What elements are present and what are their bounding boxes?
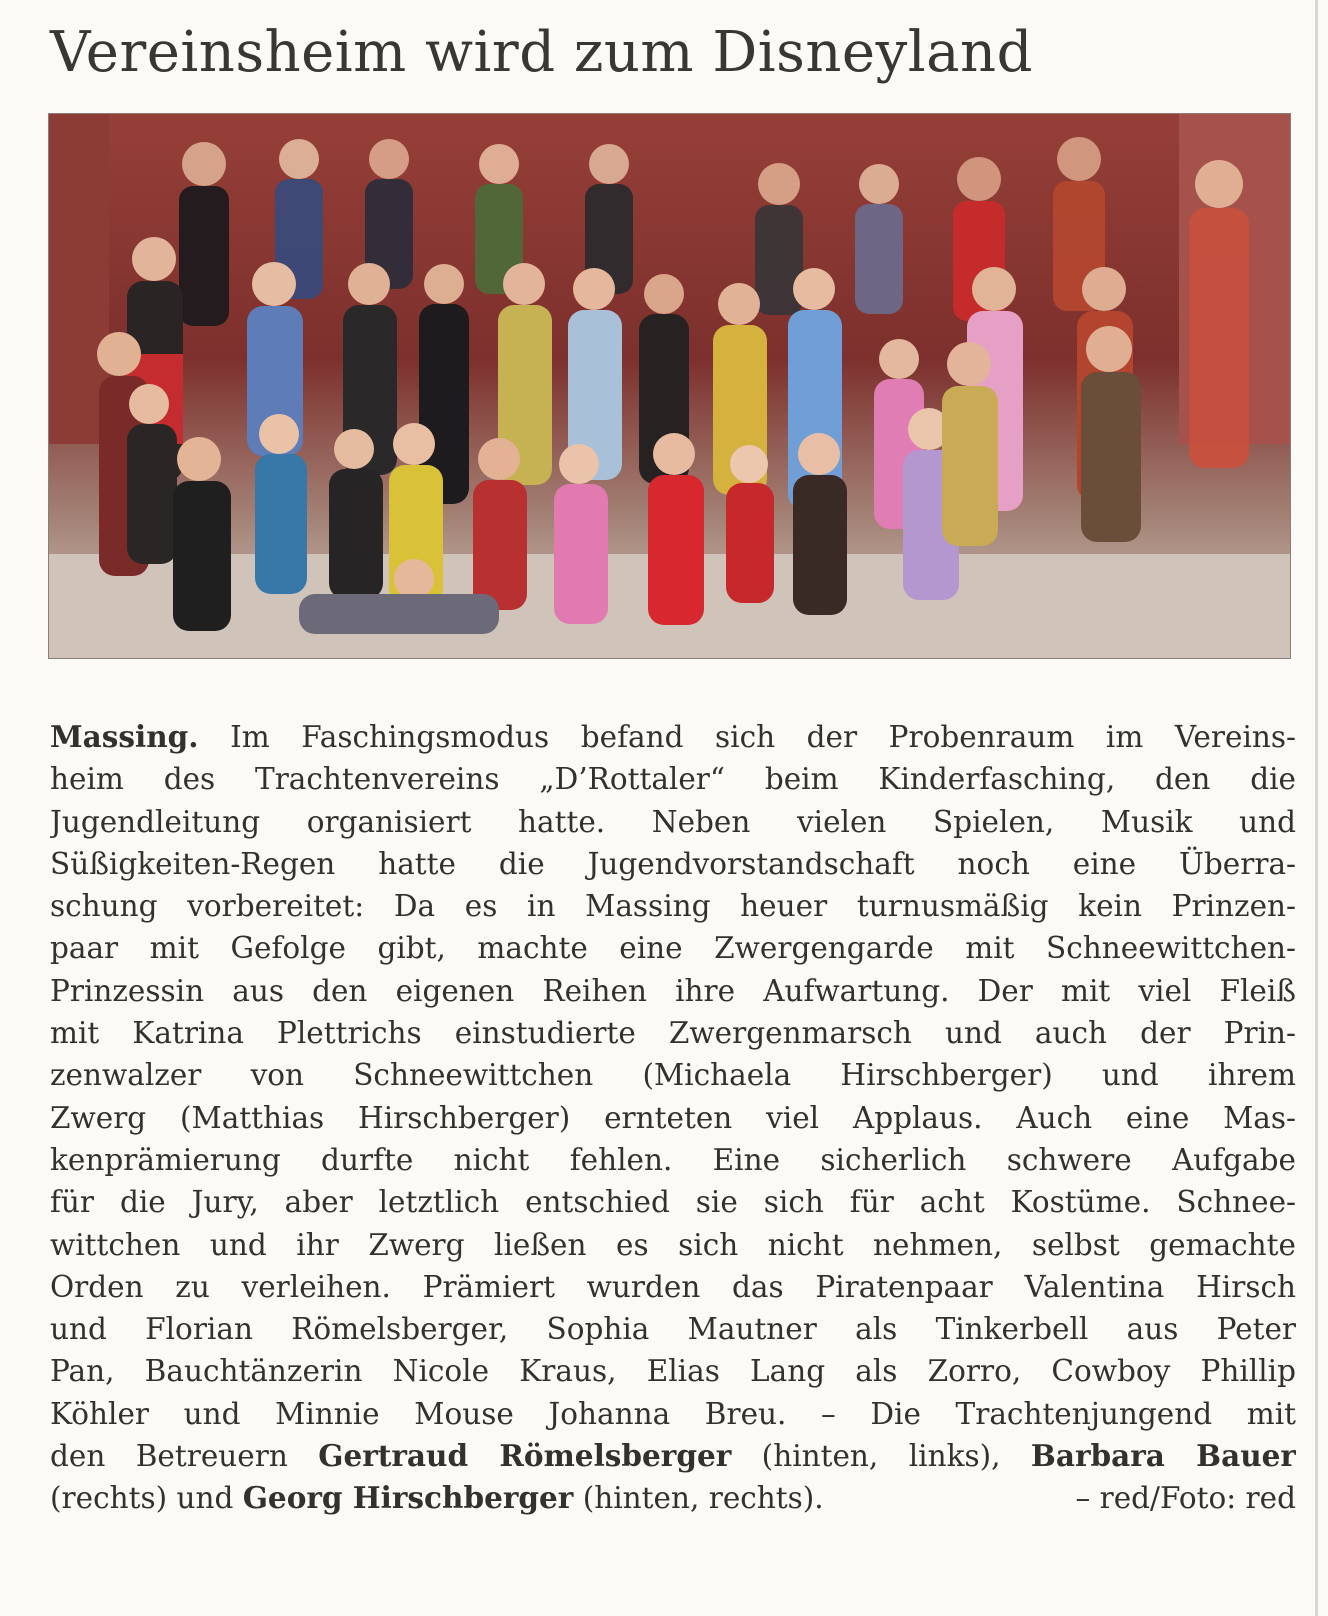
article-line: kenprämierung durfte nicht fehlen. Eine sicherlich schwere Aufgabe: [50, 1142, 1296, 1177]
group-photo: [48, 113, 1291, 659]
article-line: Zwerg (Matthias Hirschberger) ernteten viel Applaus. Auch eine Mas-: [50, 1100, 1296, 1135]
caption-name: Barbara Bauer: [1030, 1438, 1296, 1474]
dateline: Massing.: [50, 719, 199, 754]
article-line: schung vorbereitet: Da es in Massing heuer turnusmäßig kein Prinzen-: [50, 889, 1296, 924]
article-line: mit Katrina Plettrichs einstudierte Zwergenmarsch und auch der Prin-: [50, 1016, 1296, 1051]
caption-line: [50, 1477, 1296, 1519]
page-edge: [1315, 0, 1318, 1616]
article-line: Süßigkeiten-Regen hatte die Jugendvorstandschaft noch eine Überra-: [50, 846, 1296, 881]
article-line: heim des Trachtenvereins „D’Rottaler“ beim Kinderfasching, den die: [50, 762, 1296, 797]
article-line: Pan, Bauchtänzerin Nicole Kraus, Elias Lang als Zorro, Cowboy Phillip: [50, 1354, 1296, 1389]
caption-name: Gertraud Römelsberger: [318, 1438, 732, 1474]
article-line: für die Jury, aber letztlich entschied sie sich für acht Kostüme. Schnee-: [50, 1185, 1296, 1220]
caption-line: [50, 1435, 1296, 1477]
article-line: Orden zu verleihen. Prämiert wurden das Piratenpaar Valentina Hirsch: [50, 1269, 1296, 1304]
headline: Vereinsheim wird zum Disneyland: [50, 20, 1033, 85]
article-line: Jugendleitung organisiert hatte. Neben vielen Spielen, Musik und: [50, 804, 1296, 839]
group-photo-image: [49, 114, 1290, 658]
article-line-text: Im Faschingsmodus befand sich der Probenraum im Vereins-: [230, 720, 1296, 754]
caption-text: (hinten, rechts).: [573, 1481, 824, 1516]
caption-text: (rechts) und: [50, 1481, 243, 1516]
caption-text: (hinten, links),: [731, 1439, 1031, 1474]
article-line: [50, 716, 1296, 758]
article-body: [50, 716, 1296, 1520]
article-line: wittchen und ihr Zwerg ließen es sich nicht nehmen, selbst gemachte: [50, 1227, 1296, 1262]
article-line: zenwalzer von Schneewittchen (Michaela Hirschberger) und ihrem: [50, 1058, 1296, 1093]
caption-name: Georg Hirschberger: [242, 1480, 574, 1516]
photo-credit: – red/Foto: red: [1075, 1481, 1296, 1516]
caption-text: den Betreuern: [50, 1439, 319, 1474]
article-line: und Florian Römelsberger, Sophia Mautner als Tinkerbell aus Peter: [50, 1312, 1296, 1347]
article-line: Köhler und Minnie Mouse Johanna Breu. – Die Trachtenjungend mit: [50, 1396, 1296, 1431]
article-line: paar mit Gefolge gibt, machte eine Zwergengarde mit Schneewittchen-: [50, 931, 1296, 966]
article-line: Prinzessin aus den eigenen Reihen ihre Aufwartung. Der mit viel Fleiß: [50, 973, 1296, 1008]
